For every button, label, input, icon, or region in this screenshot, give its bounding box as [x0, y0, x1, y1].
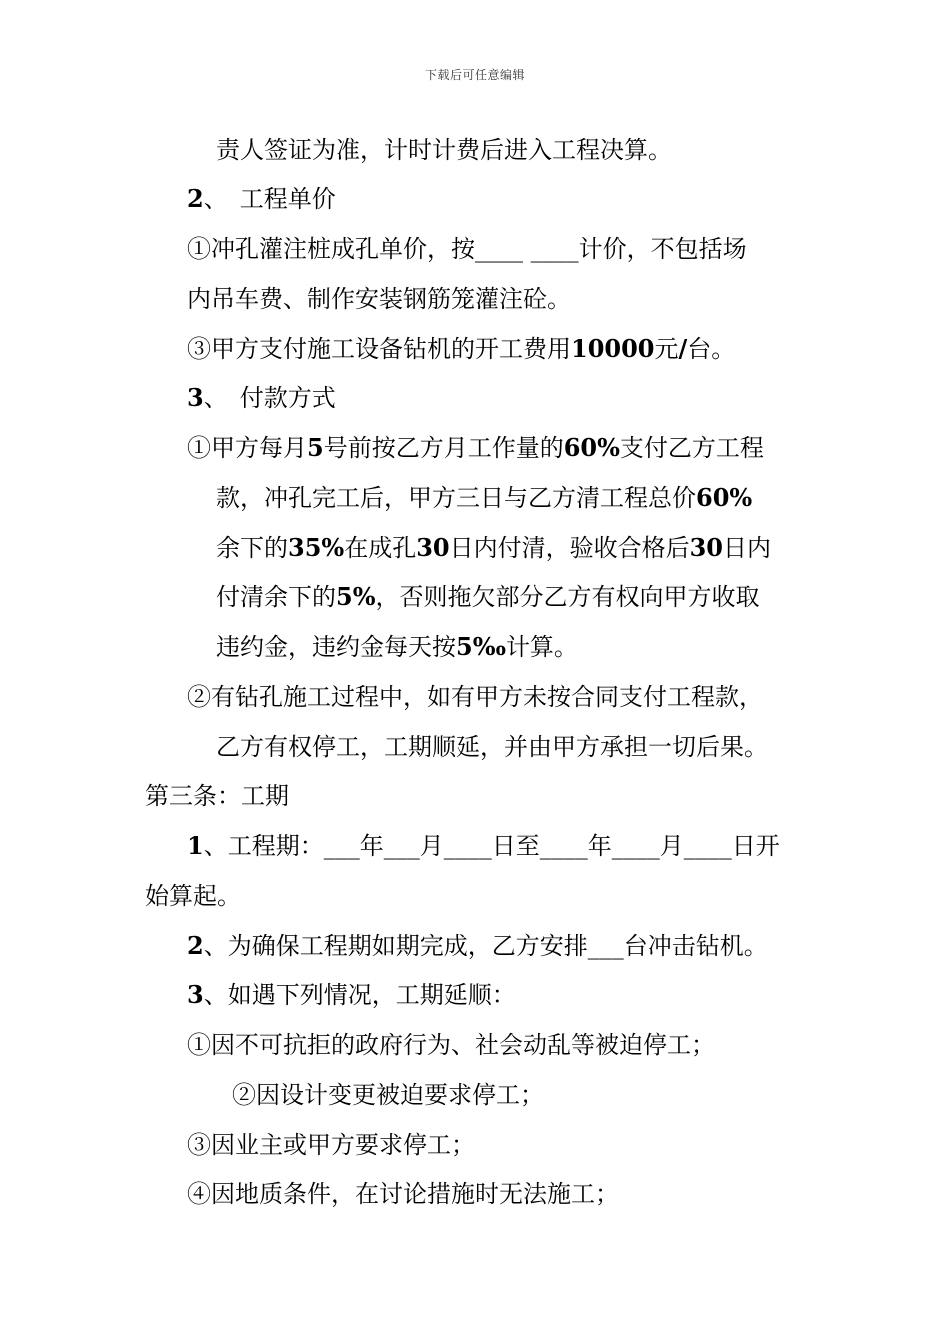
- text-line: 余下的35%在成孔30日内付清，验收合格后30日内: [216, 533, 772, 562]
- section-heading: 2、 工程单价: [187, 184, 336, 213]
- text-line: ①甲方每月5号前按乙方月工作量的60%支付乙方工程: [187, 433, 764, 462]
- text-line: ①冲孔灌注桩成孔单价，按____ ____计价，不包括场: [187, 235, 747, 263]
- list-item: ①因不可抗拒的政府行为、社会动乱等被迫停工；: [187, 1031, 715, 1059]
- text-line: 3、如遇下列情况，工期延顺：: [187, 980, 516, 1009]
- text-line: 内吊车费、制作安装钢筋笼灌注砼。: [187, 285, 571, 313]
- list-item: ④因地质条件，在讨论措施时无法施工；: [187, 1180, 619, 1208]
- text-line: 始算起。: [145, 882, 241, 910]
- text-line: 款，冲孔完工后，甲方三日与乙方清工程总价60%: [216, 483, 753, 512]
- list-item: ③因业主或甲方要求停工；: [187, 1131, 475, 1159]
- text-line: 乙方有权停工，工期顺延，并由甲方承担一切后果。: [216, 733, 768, 761]
- text-line: ②有钻孔施工过程中，如有甲方未按合同支付工程款，: [187, 683, 763, 711]
- text-line: 付清余下的5%，否则拖欠部分乙方有权向甲方收取: [216, 582, 760, 611]
- list-item: ②因设计变更被迫要求停工；: [232, 1081, 544, 1109]
- text-line: 责人签证为准，计时计费后进入工程决算。: [216, 136, 672, 164]
- text-line: 违约金，违约金每天按5‰计算。: [216, 632, 578, 661]
- text-line: 2、为确保工程期如期完成，乙方安排___台冲击钻机。: [187, 931, 768, 960]
- section-heading: 3、 付款方式: [187, 383, 336, 412]
- page-header: 下载后可任意编辑: [424, 68, 525, 82]
- text-line: ③甲方支付施工设备钻机的开工费用10000元/台。: [187, 334, 736, 363]
- text-line: 1、工程期：___年___月____日至____年____月____日开: [187, 831, 780, 860]
- article-heading: 第三条：工期: [145, 782, 289, 810]
